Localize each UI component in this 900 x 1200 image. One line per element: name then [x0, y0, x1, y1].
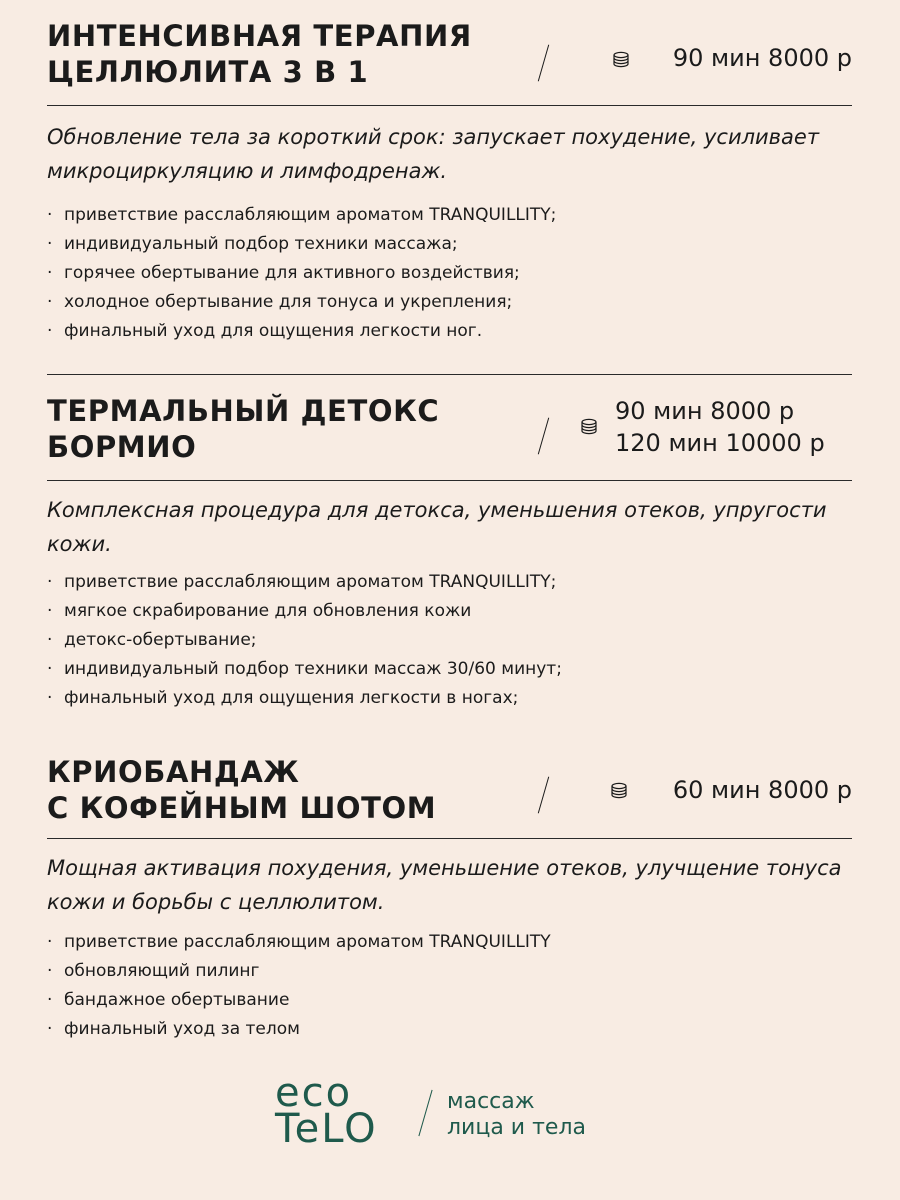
list-item: · холодное обертывание для тонуса и укрепления;	[47, 288, 556, 317]
service-title: КРИОБАНДАЖ С КОФЕЙНЫМ ШОТОМ	[47, 755, 437, 825]
list-item: · приветствие расслабляющим ароматом TRANQUILLITY;	[47, 568, 562, 597]
service-items	[47, 568, 562, 713]
section-rule	[47, 374, 852, 375]
section-rule	[47, 480, 852, 481]
coin-stack-icon	[612, 51, 630, 69]
logo-tagline: массаж лица и тела	[447, 1089, 586, 1140]
list-item: · бандажное обертывание	[47, 986, 551, 1015]
list-item: · мягкое скрабирование для обновления кожи	[47, 597, 562, 626]
list-item: · финальный уход за телом	[47, 1015, 551, 1044]
service-items	[47, 201, 556, 346]
service-title: ИНТЕНСИВНАЯ ТЕРАПИЯ ЦЕЛЛЮЛИТА 3 В 1	[47, 19, 472, 89]
price-line: 90 мин 8000 р	[672, 44, 852, 72]
section-rule	[47, 105, 852, 106]
logo-divider	[418, 1090, 432, 1136]
price-block	[673, 774, 852, 806]
service-items	[47, 928, 551, 1044]
service-description: Комплексная процедура для детокса, уменьшения отеков, упругости кожи.	[47, 498, 827, 556]
list-item: · обновляющий пилинг	[47, 957, 551, 986]
list-item: · индивидуальный подбор техники массажа;	[47, 230, 556, 259]
service-title: ТЕРМАЛЬНЫЙ ДЕТОКС БОРМИО	[47, 394, 440, 464]
divider-slash	[538, 45, 549, 82]
list-item: · детокс-обертывание;	[47, 626, 562, 655]
list-item: · финальный уход для ощущения легкости в ногах;	[47, 684, 562, 713]
coin-stack-icon	[580, 418, 598, 436]
service-description: Обновление тела за короткий срок: запускает похудение, усиливает микроциркуляцию и лимфодренаж.	[47, 125, 820, 183]
list-item: · финальный уход для ощущения легкости ног.	[47, 317, 556, 346]
list-item: · горячее обертывание для активного воздействия;	[47, 259, 556, 288]
price-line: 120 мин 10000 р	[615, 429, 825, 457]
section-rule	[47, 838, 852, 839]
divider-slash	[538, 418, 549, 455]
list-item: · индивидуальный подбор техники массаж 30/60 минут;	[47, 655, 562, 684]
list-item: · приветствие расслабляющим ароматом TRANQUILLITY	[47, 928, 551, 957]
logo-mark: eco TeLO	[275, 1070, 378, 1152]
divider-slash	[538, 777, 549, 814]
price-line: 90 мин 8000 р	[615, 397, 795, 425]
brand-logo	[275, 1070, 635, 1155]
list-item: · приветствие расслабляющим ароматом TRANQUILLITY;	[47, 201, 556, 230]
service-description: Мощная активация похудения, уменьшение отеков, улучщение тонуса кожи и борьбы с целлюлитом.	[47, 856, 842, 914]
price-block	[673, 42, 852, 74]
price-block	[615, 395, 852, 459]
coin-stack-icon	[610, 782, 628, 800]
price-line: 60 мин 8000 р	[672, 776, 852, 804]
